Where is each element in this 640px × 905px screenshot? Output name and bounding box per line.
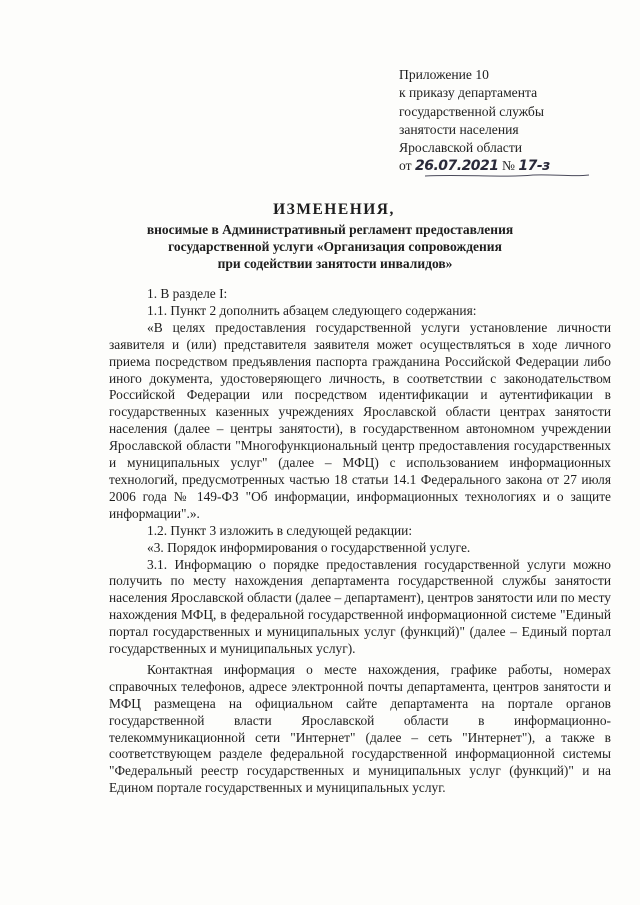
handwriting-underline <box>423 172 593 180</box>
date-prefix: от <box>399 158 412 174</box>
title-subtitle <box>0 221 640 273</box>
paragraph-contact-info: Контактная информация о месте нахождения, графике работы, номерах справочных телефонов, адресе электронной почты департамента, центров занятости и МФЦ размещена на официальном сайте департамента на портале органов государственной власти Ярославской области в информационно-телекоммуникационной сети "Интернет" (далее – сеть "Интернет"), а также в соответствующем разделе федеральной государственной информационной системы "Федеральный реестр государственных и муниципальных услуг (функций)" и на Едином портале государственных и муниципальных услуг. <box>109 661 611 796</box>
appendix-line-4: занятости населения <box>399 121 519 137</box>
handwritten-number: 17-з <box>518 158 550 175</box>
appendix-line-3: государственной службы <box>399 103 544 119</box>
paragraph-informing-order: «3. Порядок информирования о государственной услуге. <box>147 539 471 555</box>
appendix-line-5: Ярославской области <box>399 140 523 156</box>
appendix-line-1: Приложение 10 <box>399 67 489 82</box>
title-line-3: при содействии занятости инвалидов» <box>217 256 453 272</box>
title-heading: ИЗМЕНЕНИЯ, <box>273 201 395 218</box>
appendix-block <box>399 66 550 176</box>
paragraph-item-1-2: 1.2. Пункт 3 изложить в следующей редакции: <box>147 522 413 538</box>
title-line-1: вносимые в Административный регламент предоставления <box>146 222 514 237</box>
handwritten-date: 26.07.2021 <box>414 158 499 175</box>
appendix-date-line <box>399 157 550 175</box>
paragraph-item-1-1: 1.1. Пункт 2 дополнить абзацем следующего содержания: <box>147 302 477 318</box>
number-sign: № <box>501 158 515 174</box>
paragraph-identification: «В целях предоставления государственной услуги установление личности заявителя и (или) представителя заявителя может осуществляться в ходе личного приема посредством предъявления паспорта гражданина Российской Федерации либо иного документа, удостоверяющего личность, в соответствии с законодательством Российской Федерации или посредством идентификации и аутентификации в государственных казенных учреждениях Ярославской области центрах занятости населения (далее – центры занятости), в государственном автономном учреждении Ярославской области "Многофункциональный центр предоставления государственных и муниципальных услуг" (далее – МФЦ) с использованием информационных технологий, предусмотренных частью 18 статьи 14.1 Федерального закона от 27 июля 2006 года № 149-ФЗ "Об информации, информационных технологиях и о защите информации".». <box>109 319 611 521</box>
document-body <box>109 286 611 797</box>
document-title <box>0 199 640 273</box>
title-line-2: государственной услуги «Организация сопровождения <box>168 239 502 255</box>
appendix-line-2: к приказу департамента <box>399 85 538 101</box>
paragraph-section: 1. В разделе I: <box>147 286 228 301</box>
paragraph-item-3-1: 3.1. Информацию о порядке предоставления государственной услуги можно получить по месту нахождения департамента государственной службы занятости населения Ярославской области (далее – департамент), центров занятости или по месту нахождения МФЦ, в федеральной государственной информационной системе "Единый портал государственных и муниципальных услуг (функций)" (далее – Единый портал государственных и муниципальных услуг). <box>109 556 611 657</box>
